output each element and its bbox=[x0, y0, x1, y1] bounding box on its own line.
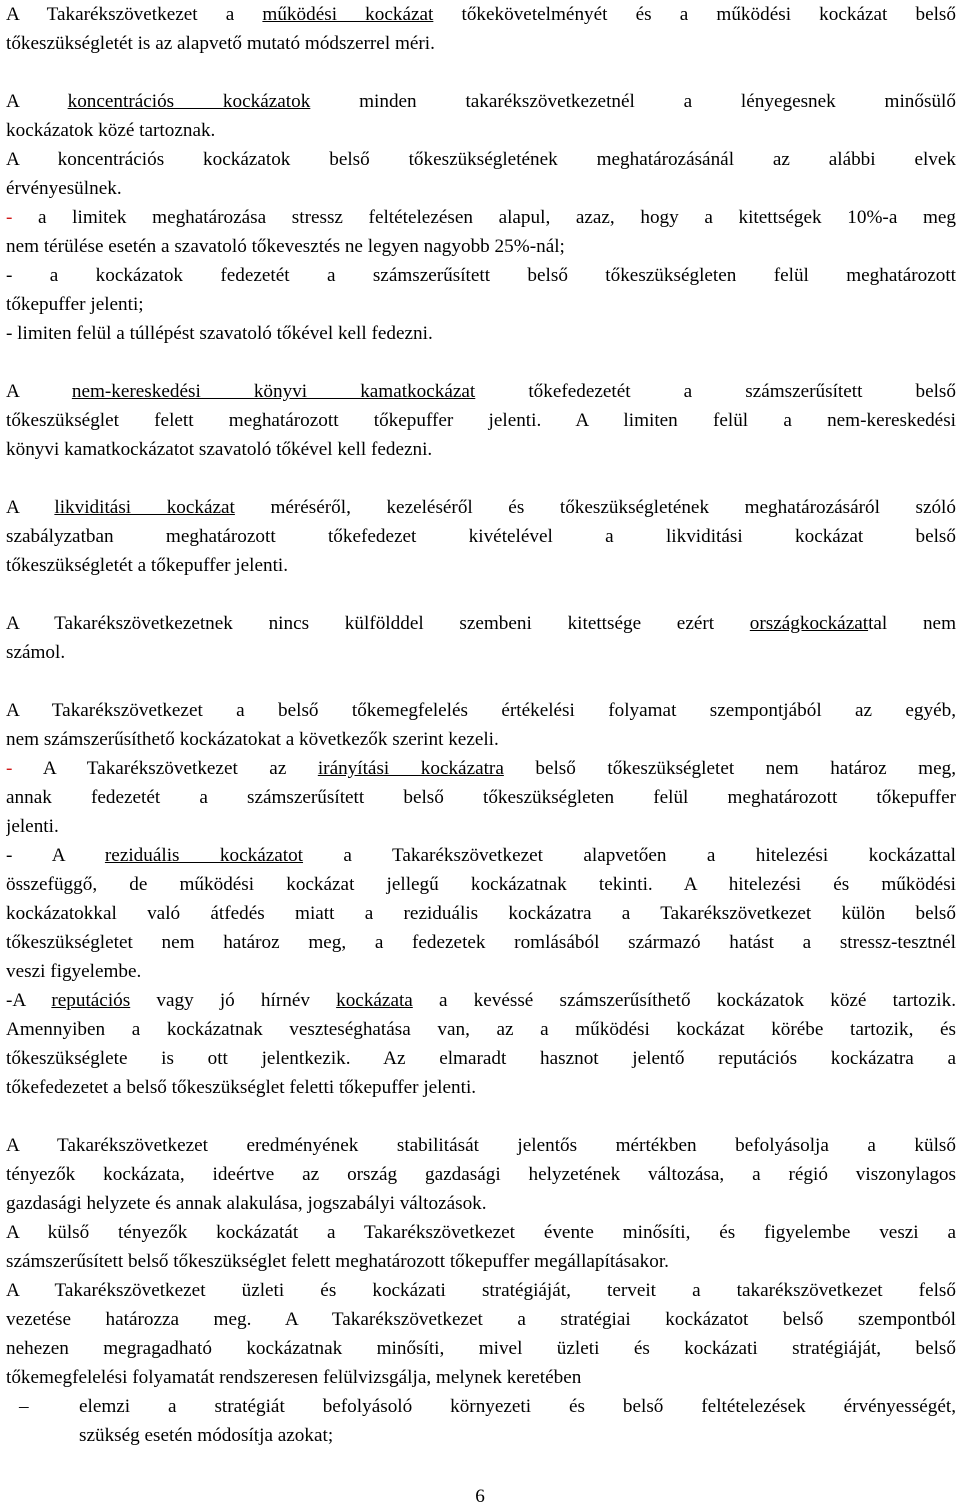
text-run: a Takarékszövetkezet alapvetően a hitelezési kockázattal bbox=[303, 845, 956, 866]
text-run: tőkepuffer jelenti; bbox=[6, 294, 144, 315]
text-run: tőkeszükségletét is az alapvető mutató módszerrel méri. bbox=[6, 33, 435, 54]
text-line bbox=[6, 522, 956, 551]
text-line bbox=[6, 1421, 956, 1450]
text-line bbox=[6, 899, 956, 928]
text-run: számszerűsített belső tőkeszükséglet felett meghatározott tőkepuffer megállapításakor. bbox=[6, 1251, 669, 1272]
text-run: tőkeszükségletét a tőkepuffer jelenti. bbox=[6, 555, 289, 576]
underlined-term: országkockázat bbox=[749, 613, 869, 634]
text-run: A külső tényezők kockázatát a Takarékszövetkezet évente minősíti, és figyelembe veszi a bbox=[6, 1222, 956, 1243]
text-run: kockázatokkal való átfedés miatt a reziduális kockázatra a Takarékszövetkezet külön belső bbox=[6, 903, 956, 924]
text-line bbox=[6, 812, 956, 841]
text-run: tőkefedezetét a számszerűsített belső bbox=[475, 381, 956, 402]
text-line bbox=[6, 1334, 956, 1363]
text-run: nehezen megragadható kockázatnak minősíti, mivel üzleti és kockázati stratégiáját, belső bbox=[6, 1338, 956, 1359]
bullet-dash: – bbox=[19, 1396, 29, 1417]
underlined-term: nem-kereskedési könyvi kamatkockázat bbox=[71, 381, 476, 402]
document-page bbox=[6, 0, 956, 1450]
underlined-term: koncentrációs kockázatok bbox=[67, 91, 311, 112]
underlined-term: működési kockázat bbox=[262, 4, 434, 25]
text-run: - limiten felül a túllépést szavatoló tőkével kell fedezni. bbox=[6, 323, 433, 344]
underlined-term: likviditási kockázat bbox=[54, 497, 235, 518]
text-line bbox=[6, 986, 956, 1015]
text-run: tal nem bbox=[868, 613, 956, 634]
paragraph-gap bbox=[6, 580, 956, 609]
text-run: belső tőkeszükségletet nem határoz meg, bbox=[503, 758, 956, 779]
paragraph-gap bbox=[6, 667, 956, 696]
text-line bbox=[6, 435, 956, 464]
text-line bbox=[6, 638, 956, 667]
paragraph bbox=[6, 609, 956, 667]
text-run: elemzi a stratégiát befolyásoló környezeti és belső feltételezések érvényességét, bbox=[79, 1396, 956, 1417]
text-line bbox=[6, 377, 956, 406]
paragraph bbox=[6, 0, 956, 58]
text-run: A bbox=[6, 91, 68, 112]
text-run: - A bbox=[6, 845, 105, 866]
text-line bbox=[6, 29, 956, 58]
text-run: a limitek meghatározása stressz feltételezésen alapul, azaz, hogy a kitettségek 10%-a meg bbox=[12, 207, 956, 228]
text-line bbox=[6, 290, 956, 319]
red-dash-marker: - bbox=[6, 758, 13, 779]
text-line bbox=[6, 0, 956, 29]
paragraph bbox=[6, 87, 956, 348]
text-run: tényezők kockázata, ideértve az ország gazdasági helyzetének változása, a régió viszonylagos bbox=[6, 1164, 956, 1185]
text-line bbox=[6, 174, 956, 203]
text-line bbox=[6, 841, 956, 870]
text-run: szükség esetén módosítja azokat; bbox=[79, 1425, 334, 1446]
page-number: 6 bbox=[475, 1486, 485, 1507]
text-run: A Takarékszövetkezetnek nincs külfölddel szembeni kitettsége ezért bbox=[6, 613, 750, 634]
text-line bbox=[6, 928, 956, 957]
underlined-term: irányítási kockázatra bbox=[317, 758, 504, 779]
text-run: tőkeszükséglet felett meghatározott tőkepuffer jelenti. A limiten felül a nem-kereskedési bbox=[6, 410, 956, 431]
text-run: könyvi kamatkockázatot szavatoló tőkével kell fedezni. bbox=[6, 439, 433, 460]
text-run: A Takarékszövetkezet üzleti és kockázati stratégiáját, terveit a takarékszövetkezet felső bbox=[6, 1280, 956, 1301]
text-line bbox=[6, 319, 956, 348]
text-run: veszi figyelembe. bbox=[6, 961, 142, 982]
text-run: annak fedezetét a számszerűsített belső tőkeszükségleten felül meghatározott tőkepuffer bbox=[6, 787, 956, 808]
text-run: szabályzatban meghatározott tőkefedezet kivételével a likviditási kockázat belső bbox=[6, 526, 956, 547]
text-run: vagy jó hírnév bbox=[130, 990, 337, 1011]
text-run: összefüggő, de működési kockázat jellegű kockázatnak tekinti. A hitelezési és működési bbox=[6, 874, 956, 895]
text-line bbox=[6, 87, 956, 116]
text-line bbox=[6, 1276, 956, 1305]
text-run: tőkekövetelményét és a működési kockázat belső bbox=[433, 4, 956, 25]
text-run: A bbox=[6, 381, 72, 402]
text-line bbox=[6, 1218, 956, 1247]
text-run: tőkefedezetet a belső tőkeszükséglet feletti tőkepuffer jelenti. bbox=[6, 1077, 477, 1098]
text-line bbox=[6, 406, 956, 435]
text-run: a kevéssé számszerűsíthető kockázatok közé tartozik. bbox=[412, 990, 956, 1011]
text-line bbox=[6, 493, 956, 522]
underlined-term: reziduális kockázatot bbox=[104, 845, 304, 866]
text-run: - a kockázatok fedezetét a számszerűsített belső tőkeszükségleten felül meghatározott bbox=[6, 265, 956, 286]
text-run: minden takarékszövetkezetnél a lényegesnek minősülő bbox=[310, 91, 956, 112]
text-line bbox=[6, 754, 956, 783]
text-line bbox=[6, 870, 956, 899]
text-run: A koncentrációs kockázatok belső tőkeszükségletének meghatározásánál az alábbi elvek bbox=[6, 149, 956, 170]
text-line bbox=[6, 1247, 956, 1276]
text-run: nem térülése esetén a szavatoló tőkevesztés ne legyen nagyobb 25%-nál; bbox=[6, 236, 565, 257]
text-run: vezetése határozza meg. A Takarékszövetkezet a stratégiai kockázatot belső szempontból bbox=[6, 1309, 956, 1330]
text-run: számol. bbox=[6, 642, 66, 663]
text-line bbox=[6, 1392, 956, 1421]
text-line bbox=[6, 1305, 956, 1334]
text-run: gazdasági helyzete és annak alakulása, jogszabályi változások. bbox=[6, 1193, 487, 1214]
text-run: A bbox=[6, 497, 55, 518]
text-line bbox=[6, 1044, 956, 1073]
underlined-term: kockázata bbox=[336, 990, 413, 1011]
text-run: Amennyiben a kockázatnak veszteséghatása van, az a működési kockázat körébe tartozik, és bbox=[6, 1019, 956, 1040]
text-run: tőkeszükségletet nem határoz meg, a fedezetek romlásából származó hatást a stressz-tesztnél bbox=[6, 932, 956, 953]
text-line bbox=[6, 551, 956, 580]
text-run: -A bbox=[6, 990, 52, 1011]
text-run: nem számszerűsíthető kockázatokat a következők szerint kezeli. bbox=[6, 729, 499, 750]
text-run: kockázatok közé tartoznak. bbox=[6, 120, 216, 141]
text-run: A Takarékszövetkezet a bbox=[6, 4, 263, 25]
text-line bbox=[6, 1073, 956, 1102]
text-line bbox=[6, 783, 956, 812]
text-line bbox=[6, 1189, 956, 1218]
paragraph-gap bbox=[6, 58, 956, 87]
text-line bbox=[6, 696, 956, 725]
text-line bbox=[6, 1363, 956, 1392]
text-line bbox=[6, 725, 956, 754]
text-run: érvényesülnek. bbox=[6, 178, 122, 199]
text-line bbox=[6, 116, 956, 145]
text-line bbox=[6, 957, 956, 986]
text-run: A Takarékszövetkezet eredményének stabilitását jelentős mértékben befolyásolja a külső bbox=[6, 1135, 956, 1156]
paragraph bbox=[6, 493, 956, 580]
text-run: jelenti. bbox=[6, 816, 59, 837]
text-line bbox=[6, 232, 956, 261]
text-line bbox=[6, 261, 956, 290]
text-run: tőkemegfelelési folyamatát rendszeresen felülvizsgálja, melynek keretében bbox=[6, 1367, 582, 1388]
paragraph-gap bbox=[6, 348, 956, 377]
text-run: A Takarékszövetkezet a belső tőkemegfelelés értékelési folyamat szempontjából az egyéb, bbox=[6, 700, 956, 721]
paragraph bbox=[6, 377, 956, 464]
text-line bbox=[6, 1015, 956, 1044]
paragraph bbox=[6, 1131, 956, 1450]
text-run: A Takarékszövetkezet az bbox=[12, 758, 318, 779]
paragraph-gap bbox=[6, 464, 956, 493]
text-line bbox=[6, 203, 956, 232]
paragraph bbox=[6, 696, 956, 1102]
text-line bbox=[6, 1160, 956, 1189]
text-line bbox=[6, 1131, 956, 1160]
paragraph-gap bbox=[6, 1102, 956, 1131]
text-run: tőkeszükséglete is ott jelentkezik. Az elmaradt hasznot jelentő reputációs kockázatra a bbox=[6, 1048, 956, 1069]
red-dash-marker: - bbox=[6, 207, 13, 228]
text-run: méréséről, kezeléséről és tőkeszükségletének meghatározásáról szóló bbox=[234, 497, 956, 518]
text-line bbox=[6, 609, 956, 638]
text-line bbox=[6, 145, 956, 174]
underlined-term: reputációs bbox=[51, 990, 131, 1011]
